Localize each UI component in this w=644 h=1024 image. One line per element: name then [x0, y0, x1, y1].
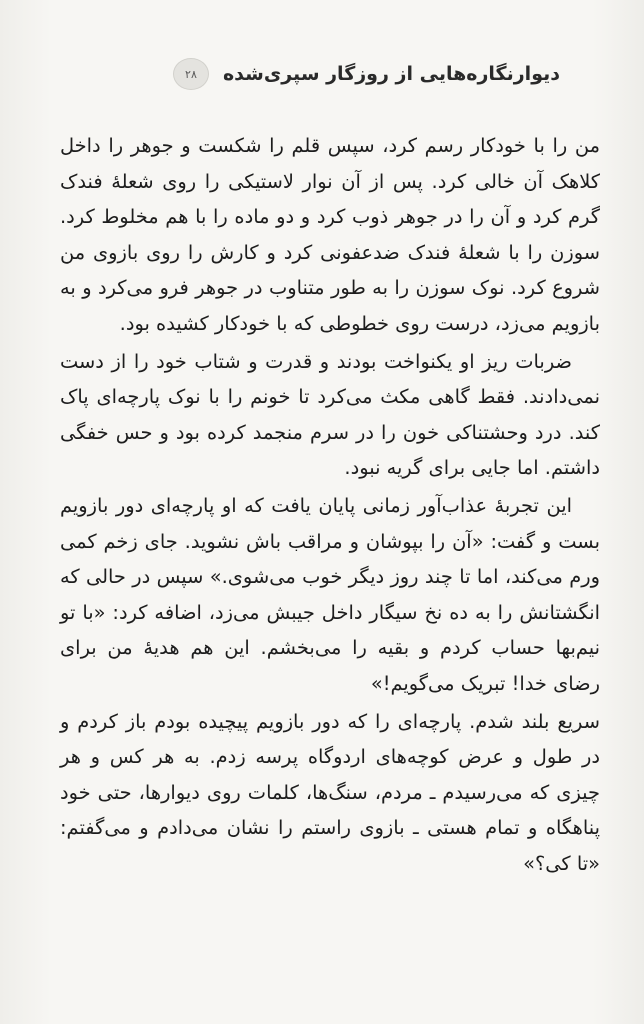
running-head — [70, 58, 560, 90]
paragraph-1: من را با خودکار رسم کرد، سپس قلم را شکست و جوهر را داخل کلاهک آن خالی کرد. پس از آن نوار لاستیکی را روی شعلهٔ فندک گرم کرد و آن را در جوهر ذوب کرد و دو ماده را با هم مخلوط کرد. سوزن را با شعلهٔ فندک ضدعفونی کرد و کارش را روی بازوی من شروع کرد. نوک سوزن را به طور متناوب در جوهر فرو می‌کرد و به بازویم می‌زد، درست روی خطوطی که با خودکار کشیده بود. — [60, 134, 600, 335]
paragraph-3: این تجربهٔ عذاب‌آور زمانی پایان یافت که او پارچه‌ای دور بازویم بست و گفت: «آن را بپوشان و مراقب باش نشوید. جای زخم کمی ورم می‌کند، اما تا چند روز دیگر خوب می‌شوی.» سپس در حالی که انگشتانش را به ده نخ سیگار داخل جیبش می‌زد، اضافه کرد: «با تو نیم‌بها حساب کردم و بقیه را می‌بخشم. این هم هدیهٔ من برای رضای خدا! تبریک می‌گویم!» — [60, 493, 600, 695]
body-text — [60, 128, 600, 881]
paragraph-4: سریع بلند شدم. پارچه‌ای را که دور بازویم پیچیده بودم باز کردم و در طول و عرض کوچه‌های اردوگاه پرسه زدم. به هر کس و هر چیزی که می‌رسیدم ـ مردم، سنگ‌ها، کلمات روی دیوارها، حتی خود پناهگاه و تمام هستی ـ بازوی راستم را نشان می‌دادم و می‌گفتم: «تا کی؟» — [60, 709, 600, 875]
running-title: دیوارنگاره‌هایی از روزگار سپری‌شده — [222, 63, 560, 85]
page-number-badge: ۲۸ — [173, 58, 209, 90]
paragraph-2: ضربات ریز او یکنواخت بودند و قدرت و شتاب خود را از دست نمی‌دادند. فقط گاهی مکث می‌کرد تا خونم را با نوک پارچه‌ای پاک کند. درد وحشتناکی خون را در سرم منجمد کرده بود و حس خفگی داشتم. اما جایی برای گریه نبود. — [60, 349, 600, 480]
